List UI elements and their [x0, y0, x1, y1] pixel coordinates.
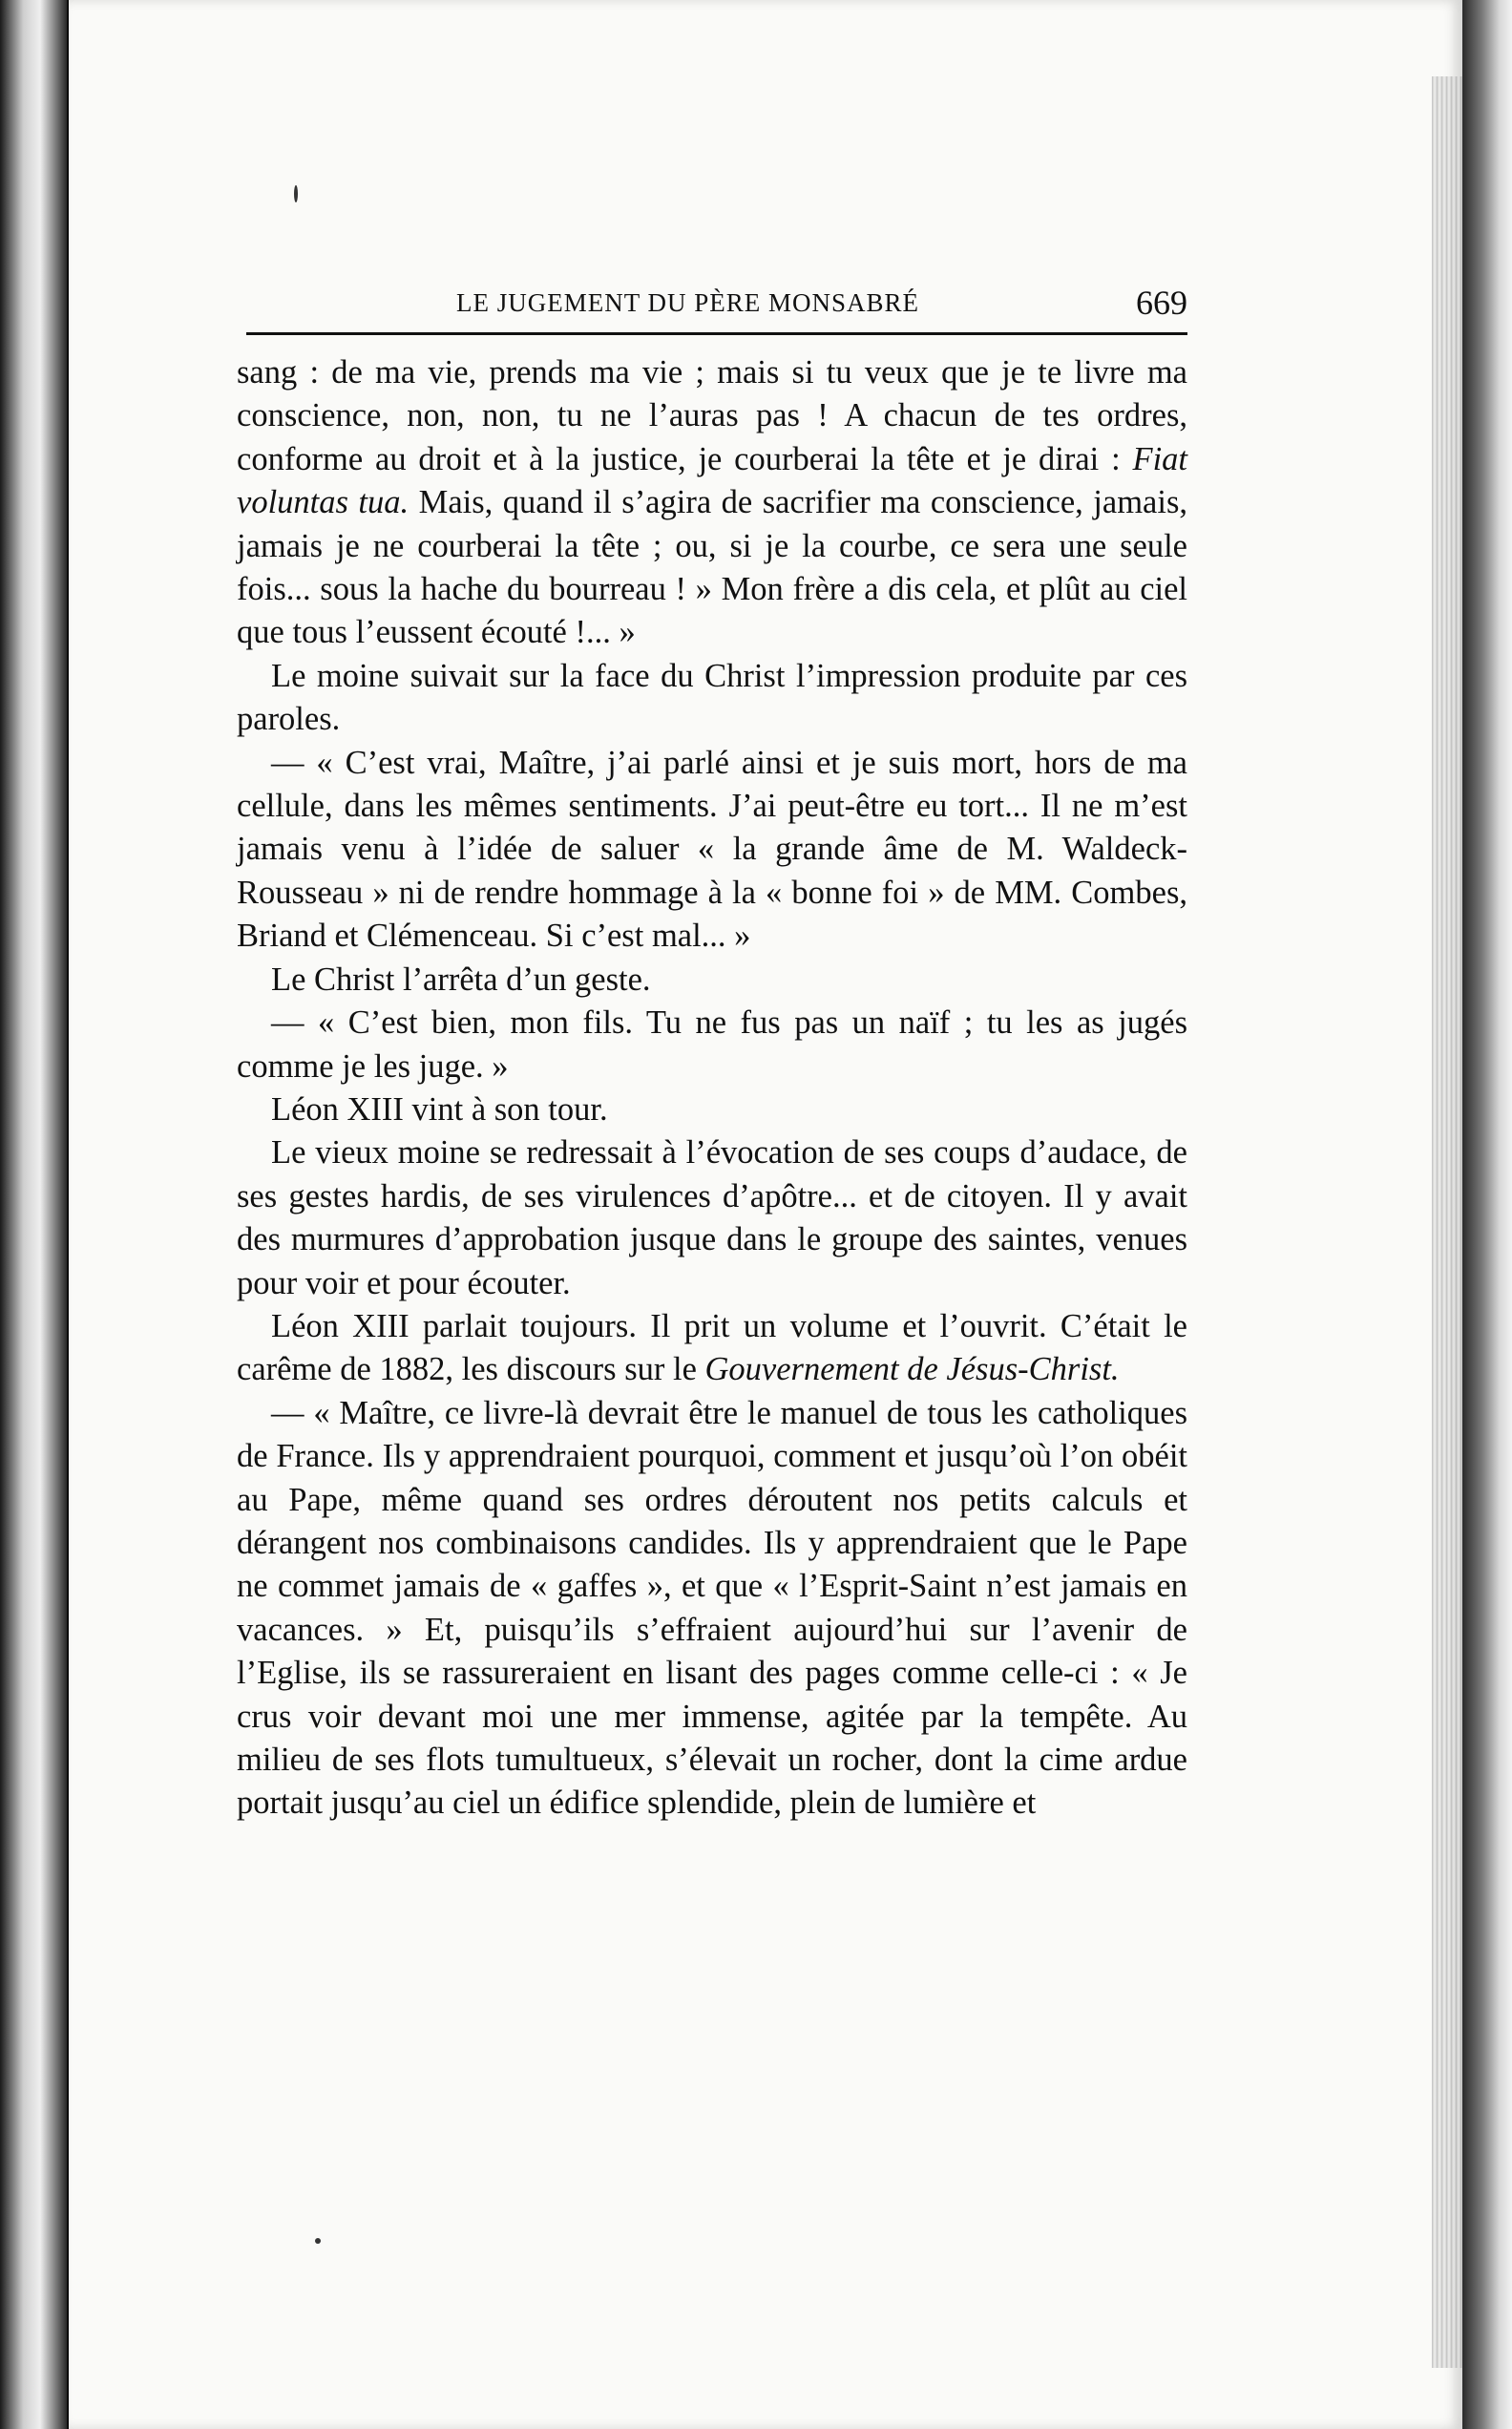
- running-head: LE JUGEMENT DU PÈRE MONSABRÉ: [456, 288, 920, 317]
- header-rule: [246, 332, 1187, 335]
- scan-speck: [315, 2238, 321, 2244]
- paragraph: sang : de ma vie, prends ma vie ; mais si tu veux que je te livre ma conscience, non, non, tu ne l’auras pas ! A chacun de tes ordres, conforme au droit et à la justice, je courberai la tête et je dirai : Fiat voluntas tua. Mais, quand il s’agira de sacrifier ma conscience, jamais, jamais je ne courberai la tête ; ou, si je la courbe, ce sera une seule fois... sous la hache du bourreau ! » Mon frère a dis cela, et plût au ciel que tous l’eussent écouté !... »: [237, 354, 1187, 651]
- book-edge-right: [1462, 0, 1512, 2429]
- paragraph: Le Christ l’arrêta d’un geste.: [271, 961, 651, 998]
- paragraph: Le vieux moine se redressait à l’évocation de ses coups d’audace, de ses gestes hardis, de ses virulences d’apôtre... et de citoyen. Il y avait des murmures d’approbation jusque dans le groupe des saintes, venues pour voir et pour écouter.: [237, 1134, 1187, 1301]
- paragraph: Le moine suivait sur la face du Christ l’impression produite par ces paroles.: [237, 657, 1187, 738]
- body-text: [237, 351, 1187, 1826]
- paragraph: Léon XIII vint à son tour.: [271, 1090, 608, 1128]
- page-number: 669: [1136, 284, 1187, 322]
- paragraph: — « Maître, ce livre-là devrait être le manuel de tous les catholiques de France. Ils y apprendraient pourquoi, comment et jusqu’où l’on obéit au Pape, même quand ses ordres déroutent nos petits calculs et dérangent nos combinaisons candides. Ils y apprendraient que le Pape ne commet jamais de « gaffes », et que « l’Esprit-Saint n’est jamais en vacances. » Et, puisqu’ils s’effraient aujourd’hui sur l’avenir de l’Eglise, ils se rassureraient en lisant des pages comme celle-ci : « Je crus voir devant moi une mer immense, agitée par la tempête. Au milieu de ses flots tumultueux, s’élevait un rocher, dont la cime ardue portait jusqu’au ciel un édifice splendide, plein de lumière et: [237, 1394, 1187, 1822]
- book-gutter-left: [0, 0, 67, 2429]
- page-fore-edges: [1432, 76, 1462, 2368]
- paragraph: — « C’est bien, mon fils. Tu ne fus pas un naïf ; tu les as jugés comme je les juge. »: [237, 1004, 1187, 1085]
- paragraph: Léon XIII parlait toujours. Il prit un volume et l’ouvrit. C’était le carême de 1882, les discours sur le Gouvernement de Jésus-Christ.: [237, 1307, 1187, 1388]
- page-header: [246, 283, 1187, 334]
- scan-speck: [294, 185, 298, 202]
- paragraph: — « C’est vrai, Maître, j’ai parlé ainsi et je suis mort, hors de ma cellule, dans les mêmes sentiments. J’ai peut-être eu tort... Il ne m’est jamais venu à l’idée de saluer « la grande âme de M. Waldeck-Rousseau » ni de rendre hommage à la « bonne foi » de MM. Combes, Briand et Clémenceau. Si c’est mal... »: [237, 744, 1187, 955]
